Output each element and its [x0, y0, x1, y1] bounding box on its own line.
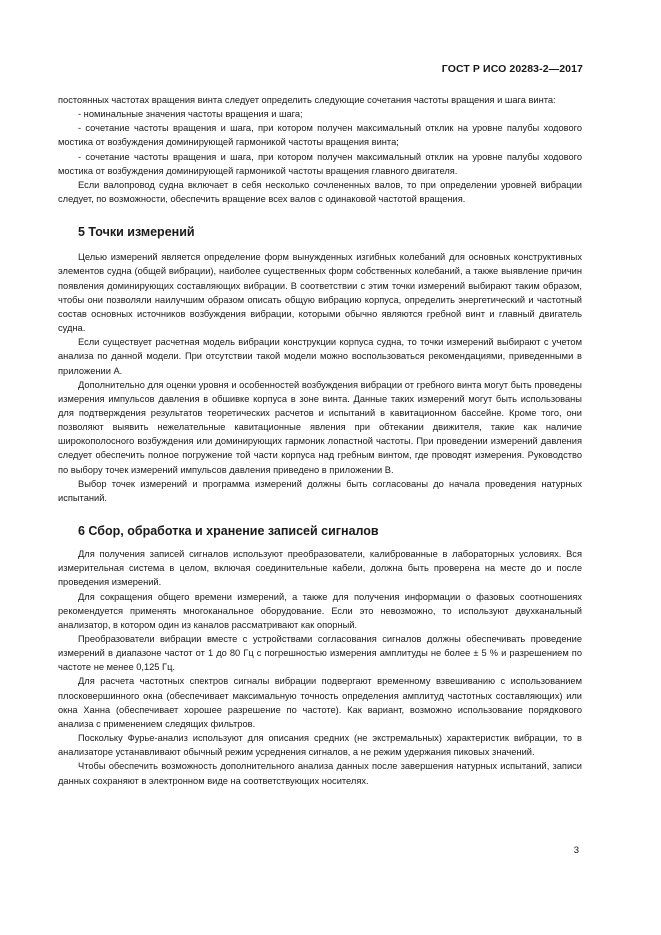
paragraph: Выбор точек измерений и программа измерений должны быть согласованы до начала проведения натурных испытаний.	[58, 478, 582, 503]
paragraph: Поскольку Фурье-анализ используют для описания средних (не экстремальных) характеристик вибрации, то в анализаторе устанавливают обычный режим усреднения сигналов, а не режим удержания пиковых значений.	[58, 733, 582, 758]
page-number: 3	[573, 845, 579, 856]
paragraph: Если существует расчетная модель вибрации конструкции корпуса судна, то точки измерений выбирают с учетом анализа по данной модели. При отсутствии такой модели можно воспользоваться рекомендациями, приведенными в приложении А.	[58, 337, 582, 376]
paragraph: Если валопровод судна включает в себя несколько сочлененных валов, то при определении уровней вибрации следует, по возможности, обеспечить вращение всех валов с одинаковой частотой вращения.	[58, 179, 582, 205]
list-item: - сочетание частоты вращения и шага, при котором получен максимальный отклик на уровне палубы ходового мостика от возбуждения доминирующей гармоникой частоты вращения главного двигателя.	[58, 151, 582, 176]
document-body	[58, 93, 582, 788]
section-heading-6: 6 Сбор, обработка и хранение записей сигналов	[78, 524, 379, 539]
paragraph: Преобразователи вибрации вместе с устройствами согласования сигналов должны обеспечивать проведение измерений в диапазоне частот от 1 до 80 Гц с погрешностью измерения амплитуды не более ± 5 % и разрешением по частоте не менее 0,125 Гц.	[58, 634, 582, 673]
paragraph: Дополнительно для оценки уровня и особенностей возбуждения вибрации от гребного винта могут быть проведены измерения импульсов давления в обшивке корпуса в зоне винта. Данные таких измерений могут быть использованы для подтверждения результатов теоретических расчетов и испытаний в кавитационном бассейне. Кроме того, они позволяют выявить нежелательные кавитационные явления при обтекании движителя, такие как наличие широкополосного возбуждения или доминирующих гармоник лопастной частоты. При проведении измерений давления следует обеспечить полное погружение той части корпуса над гребным винтом, где проводят измерения. Руководство по выбору точек измерений импульсов давления приведено в приложении В.	[58, 379, 582, 475]
document-header: ГОСТ Р ИСО 20283-2—2017	[441, 63, 583, 75]
list-item: - сочетание частоты вращения и шага, при котором получен максимальный отклик на уровне палубы ходового мостика от возбуждения доминирующей гармоникой частоты вращения винта;	[58, 123, 582, 148]
paragraph: Для расчета частотных спектров сигналы вибрации подвергают временному взвешиванию с использованием плосковершинного окна (обеспечивает максимальную точность определения амплитуд частотных составляющих) или окна Ханна (обеспечивает хорошее разрешение по частоте). Как вариант, возможно использование порядкового анализа с применением следящих фильтров.	[58, 676, 582, 729]
paragraph: Чтобы обеспечить возможность дополнительного анализа данных после завершения натурных испытаний, записи данных сохраняют в электронном виде на соответствующих носителях.	[58, 761, 582, 786]
paragraph: Целью измерений является определение форм вынужденных изгибных колебаний для основных конструктивных элементов судна (общей вибрации), наиболее существенных форм собственных колебаний, а также выявление причин появления доминирующих составляющих вибрации. В соответствии с этим точки измерений выбирают таким образом, чтобы они позволяли наилучшим образом описать общую вибрацию корпуса, определить энергетический и частотный состав основных источников возбуждения вибрации, которыми обычно являются гребной винт и главный двигатель судна.	[58, 252, 582, 334]
paragraph: Для получения записей сигналов используют преобразователи, калиброванные в лабораторных условиях. Вся измерительная система в целом, включая соединительные кабели, должна быть проверена на месте до и после проведения измерений.	[58, 549, 582, 588]
continuation-paragraph: постоянных частотах вращения винта следует определить следующие сочетания частоты вращения и шага винта:	[58, 95, 556, 105]
section-heading-5: 5 Точки измерений	[78, 225, 195, 240]
list-item: - номинальные значения частоты вращения и шага;	[78, 109, 303, 120]
paragraph: Для сокращения общего времени измерений, а также для получения информации о фазовых соотношениях рекомендуется применять многоканальное оборудование. Если это невозможно, то используют двухканальный анализатор, в котором один из каналов рассматривают как опорный.	[58, 591, 582, 630]
